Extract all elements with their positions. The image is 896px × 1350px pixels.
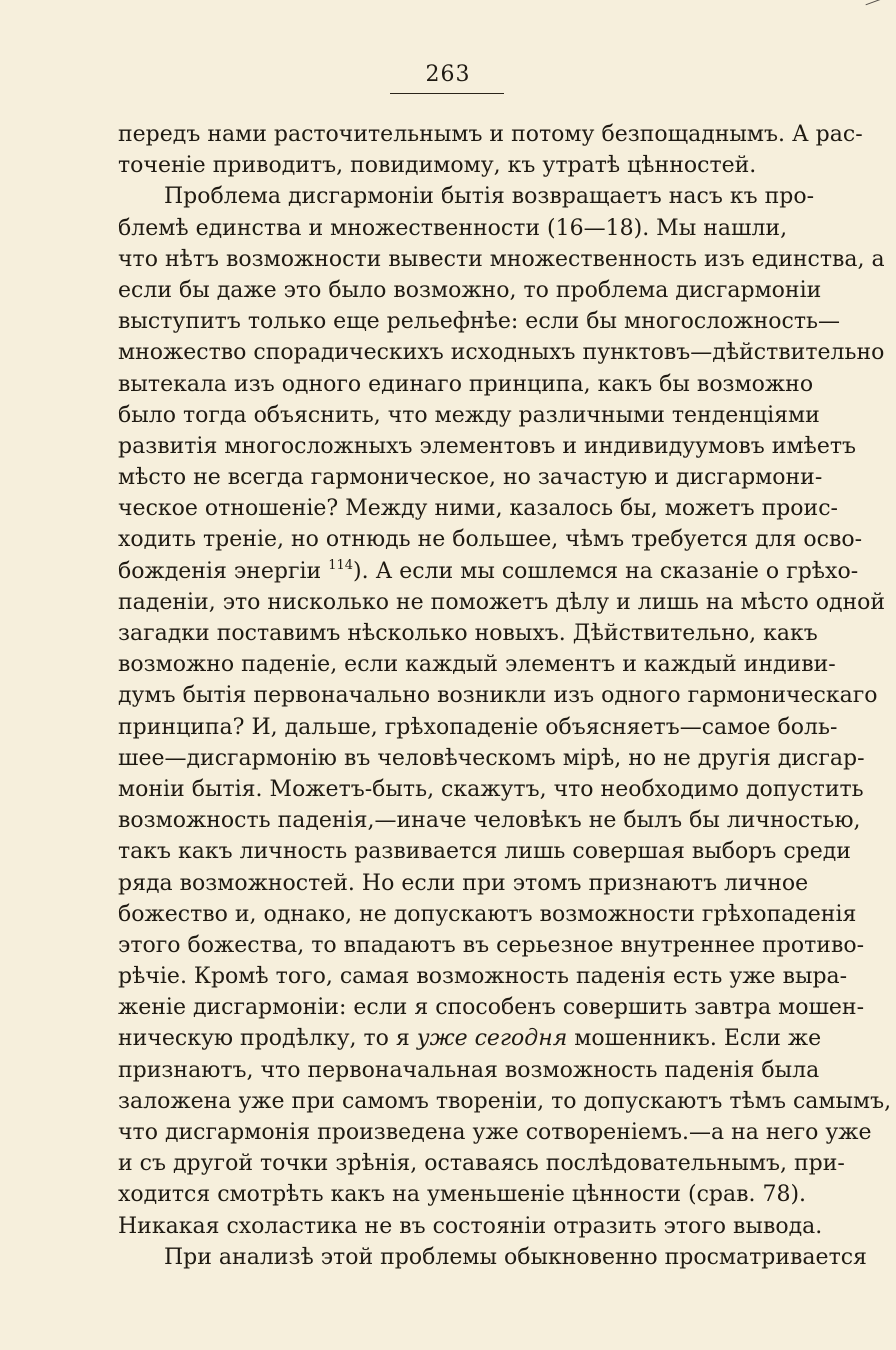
text-line: вытекала изъ одного единаго принципа, какъ бы возможно bbox=[118, 371, 814, 397]
text-line: загадки поставимъ нѣсколько новыхъ. Дѣйствительно, какъ bbox=[118, 621, 818, 646]
italic-phrase: уже сегодня bbox=[416, 1026, 568, 1052]
text-line: точеніе приводитъ, повидимому, къ утратѣ цѣнностей. bbox=[118, 153, 757, 179]
header-rule bbox=[390, 93, 504, 94]
text-fragment: мошенникъ. Если же bbox=[567, 1026, 822, 1052]
text-line: паденіи, это нисколько не поможетъ дѣлу и лишь на мѣсто одной bbox=[118, 589, 886, 615]
text-line: что дисгармонія произведена уже сотвореніемъ.—а на него уже bbox=[118, 1120, 872, 1145]
text-fragment: ). А если мы сошлемся на сказаніе о грѣхо- bbox=[353, 558, 859, 584]
text-line: множество спорадическихъ исходныхъ пунктовъ—дѣйствительно bbox=[118, 340, 885, 366]
text-line: ходить треніе, но отнюдь не большее, чѣмъ требуется для осво- bbox=[118, 527, 863, 553]
footnote-ref: 114 bbox=[328, 557, 354, 573]
text-line: было тогда объяснить, что между различными тенденціями bbox=[118, 402, 820, 428]
page-number: 263 bbox=[425, 62, 471, 87]
text-line: развитія многосложныхъ элементовъ и индивидуумовъ имѣетъ bbox=[118, 433, 857, 459]
text-fragment: божденія энергіи bbox=[118, 558, 322, 584]
text-line: что нѣтъ возможности вывести множественность изъ единства, а bbox=[118, 246, 885, 272]
text-line: выступитъ только еще рельефнѣе: если бы многосложность— bbox=[118, 309, 840, 335]
text-line: Никакая схоластика не въ состояніи отразить этого вывода. bbox=[118, 1213, 823, 1239]
text-line: шее—дисгармонію въ человѣческомъ мірѣ, но не другія дисгар- bbox=[118, 745, 865, 771]
text-line: мѣсто не всегда гармоническое, но зачастую и дисгармони- bbox=[118, 465, 823, 491]
text-line: принципа? И, дальше, грѣхопаденіе объясняетъ—самое боль- bbox=[118, 714, 838, 740]
text-line: признаютъ, что первоначальная возможность паденія была bbox=[118, 1057, 820, 1083]
text-line: Проблема дисгармоніи бытія возвращаетъ насъ къ про- bbox=[164, 184, 814, 210]
text-line-footnote bbox=[118, 556, 859, 587]
text-line: возможность паденія,—иначе человѣкъ не былъ бы личностью, bbox=[118, 808, 861, 834]
corner-mark bbox=[866, 0, 891, 11]
text-line: ряда возможностей. Но если при этомъ признаютъ личное bbox=[118, 870, 809, 896]
text-line: женіе дисгармоніи: если я способенъ совершить завтра мошен- bbox=[118, 995, 865, 1021]
text-line: заложена уже при самомъ твореніи, то допускаютъ тѣмъ самымъ, bbox=[118, 1088, 892, 1114]
text-line: думъ бытія первоначально возникли изъ одного гармоническаго bbox=[118, 683, 878, 709]
text-line-italic bbox=[118, 1023, 822, 1054]
text-line: ческое отношеніе? Между ними, казалось бы, можетъ проис- bbox=[118, 496, 838, 522]
text-line: передъ нами расточительнымъ и потому безпощаднымъ. А рас- bbox=[118, 122, 863, 147]
text-line: и съ другой точки зрѣнія, оставаясь послѣдовательнымъ, при- bbox=[118, 1151, 845, 1177]
text-line: блемѣ единства и множественности (16—18). Мы нашли, bbox=[118, 215, 788, 241]
text-line: возможно паденіе, если каждый элементъ и каждый индиви- bbox=[118, 652, 836, 678]
text-line: такъ какъ личность развивается лишь совершая выборъ среди bbox=[118, 839, 851, 865]
text-line: моніи бытія. Можетъ-быть, скажутъ, что необходимо допустить bbox=[118, 776, 864, 802]
body-text bbox=[118, 119, 892, 1273]
text-line: этого божества, то впадаютъ въ серьезное внутреннее противо- bbox=[118, 932, 865, 958]
text-line: если бы даже это было возможно, то проблема дисгармоніи bbox=[118, 277, 822, 303]
text-line: При анализѣ этой проблемы обыкновенно просматривается bbox=[164, 1244, 867, 1270]
text-line: ходится смотрѣть какъ на уменьшеніе цѣнности (срав. 78). bbox=[118, 1182, 807, 1208]
text-fragment: ническую продѣлку, то я bbox=[118, 1026, 410, 1052]
text-line: рѣчіе. Кромѣ того, самая возможность паденія есть уже выра- bbox=[118, 964, 848, 990]
text-line: божество и, однако, не допускаютъ возможности грѣхопаденія bbox=[118, 901, 857, 927]
